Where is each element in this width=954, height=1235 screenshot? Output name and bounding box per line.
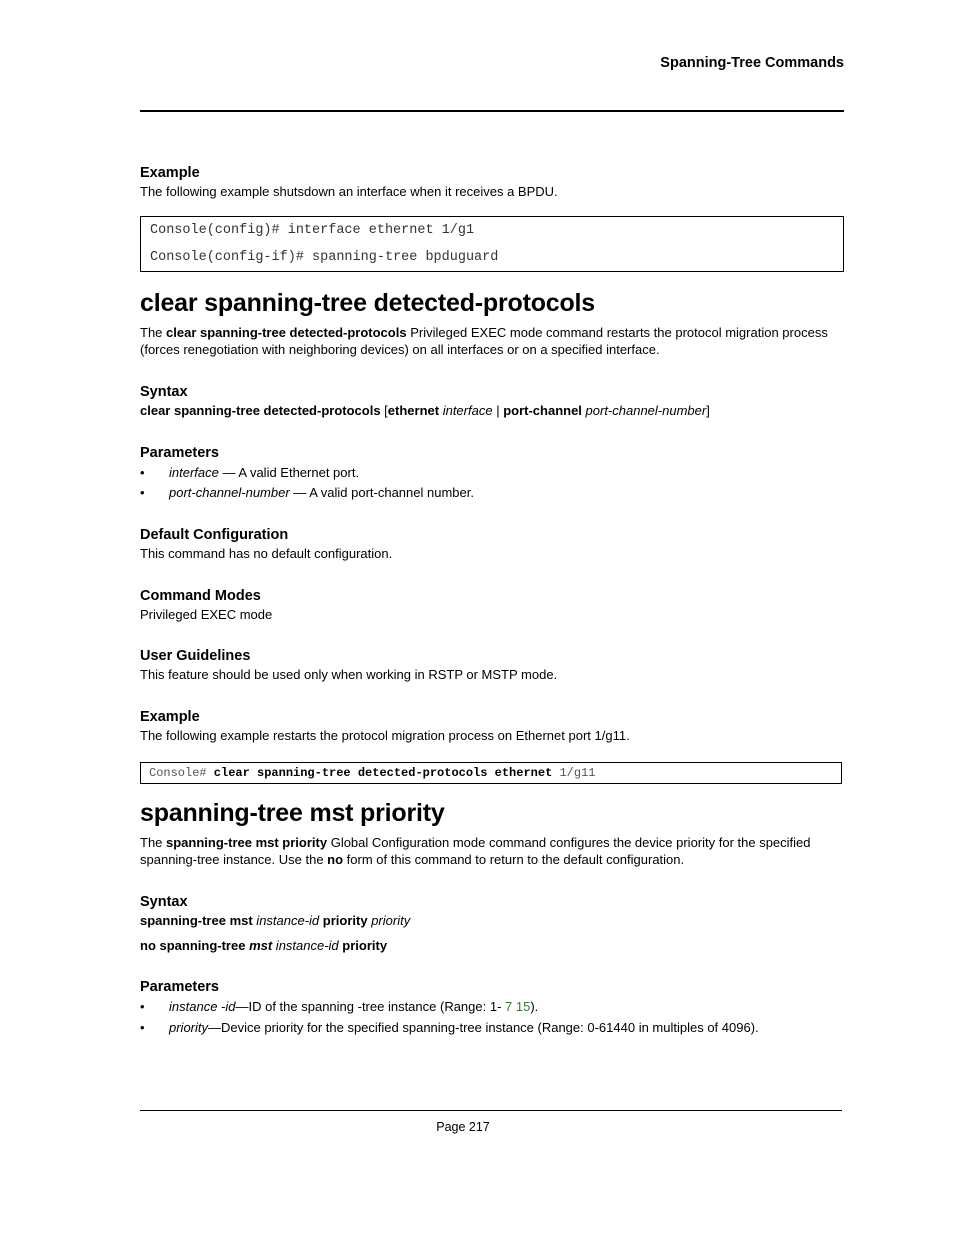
parameters-list xyxy=(140,463,844,503)
syntax-keyword: priority xyxy=(319,913,368,928)
param-desc: — A valid port-channel number. xyxy=(289,485,474,500)
header-rule xyxy=(140,110,844,112)
param-name: interface xyxy=(169,465,219,480)
example-heading: Example xyxy=(140,165,200,181)
syntax-pipe: | xyxy=(492,403,504,418)
example-heading: Example xyxy=(140,709,200,725)
section-title-clear-detected-protocols: clear spanning-tree detected-protocols xyxy=(140,289,595,317)
code-example-clear xyxy=(140,762,842,784)
user-guidelines-heading: User Guidelines xyxy=(140,648,251,664)
page-number: Page 217 xyxy=(436,1120,490,1134)
revision-mark: 15 xyxy=(512,999,531,1014)
syntax-command: spanning-tree mst xyxy=(140,913,253,928)
bullet-icon: • xyxy=(140,999,145,1014)
list-item xyxy=(140,463,844,483)
syntax-keyword: ethernet xyxy=(387,403,440,418)
code-prompt: Console# xyxy=(149,766,207,780)
intro-command: spanning-tree mst priority xyxy=(166,835,328,850)
syntax-keyword: priority xyxy=(338,938,388,953)
syntax-bracket: ] xyxy=(706,403,710,418)
example-text: The following example shutsdown an interface when it receives a BPDU. xyxy=(140,184,558,199)
code-line xyxy=(149,763,833,783)
param-name: priority xyxy=(169,1020,209,1035)
param-desc: —Device priority for the specified spanning-tree instance (Range: 0-61440 in multiples of 4096). xyxy=(208,1020,759,1035)
running-header: Spanning-Tree Commands xyxy=(660,55,844,71)
list-item xyxy=(140,483,844,503)
bullet-icon: • xyxy=(140,465,145,480)
syntax-argument: port-channel-number xyxy=(581,403,707,418)
syntax-command: clear spanning-tree detected-protocols xyxy=(140,403,381,418)
list-item xyxy=(140,1018,844,1038)
intro-text: The xyxy=(140,325,167,340)
section-intro xyxy=(140,324,844,358)
footer-rule xyxy=(140,1110,842,1111)
revision-mark: 7 xyxy=(505,999,513,1014)
command-modes-heading: Command Modes xyxy=(140,588,261,604)
syntax-bracket: [ xyxy=(380,403,388,418)
syntax-line xyxy=(140,937,844,954)
parameters-heading: Parameters xyxy=(140,979,219,995)
default-config-heading: Default Configuration xyxy=(140,527,289,543)
intro-keyword-no: no xyxy=(327,852,344,867)
code-line: Console(config-if)# spanning-tree bpduguard xyxy=(150,250,499,265)
code-argument: 1/g11 xyxy=(552,766,596,780)
syntax-line xyxy=(140,912,844,929)
intro-text: The xyxy=(140,835,167,850)
section-intro xyxy=(140,834,844,868)
parameters-list xyxy=(140,997,844,1038)
syntax-argument: interface xyxy=(439,403,493,418)
bullet-icon: • xyxy=(140,1020,145,1035)
section-title-mst-priority: spanning-tree mst priority xyxy=(140,799,445,827)
command-modes-text: Privileged EXEC mode xyxy=(140,607,273,622)
param-desc: — A valid Ethernet port. xyxy=(218,465,360,480)
list-item xyxy=(140,997,844,1017)
syntax-line xyxy=(140,402,844,419)
syntax-argument: priority xyxy=(367,913,411,928)
param-desc: —ID of the spanning -tree instance (Range: 1- xyxy=(235,999,506,1014)
user-guidelines-text: This feature should be used only when working in RSTP or MSTP mode. xyxy=(140,667,558,682)
syntax-heading: Syntax xyxy=(140,384,188,400)
example-text: The following example restarts the protocol migration process on Ethernet port 1/g11. xyxy=(140,728,630,743)
param-desc: ). xyxy=(530,999,539,1014)
page-content xyxy=(140,163,844,1038)
default-config-text: This command has no default configuration. xyxy=(140,546,393,561)
param-name: instance -id xyxy=(169,999,236,1014)
code-line: Console(config)# interface ethernet 1/g1 xyxy=(150,223,475,238)
syntax-argument: instance-id xyxy=(252,913,320,928)
intro-command: clear spanning-tree detected-protocols xyxy=(166,325,407,340)
code-example-bpduguard xyxy=(140,216,844,272)
param-name: port-channel-number xyxy=(169,485,290,500)
bullet-icon: • xyxy=(140,485,145,500)
syntax-keyword: port-channel xyxy=(503,403,582,418)
syntax-argument: instance-id xyxy=(272,938,339,953)
parameters-heading: Parameters xyxy=(140,445,219,461)
syntax-keyword: mst xyxy=(245,938,273,953)
syntax-command: no spanning-tree xyxy=(140,938,246,953)
intro-text: form of this command to return to the default configuration. xyxy=(343,852,685,867)
intro-text: Privileged EXEC mode command restarts the protocol migration process (forces renegotiation with neighboring devices) on all interfaces or on a specified interface. xyxy=(140,325,828,357)
code-command: clear spanning-tree detected-protocols ethernet xyxy=(206,766,553,780)
intro-text: Global Configuration mode command configures the device priority for the specified spanning-tree instance. Use the xyxy=(140,835,811,867)
syntax-heading: Syntax xyxy=(140,894,188,910)
